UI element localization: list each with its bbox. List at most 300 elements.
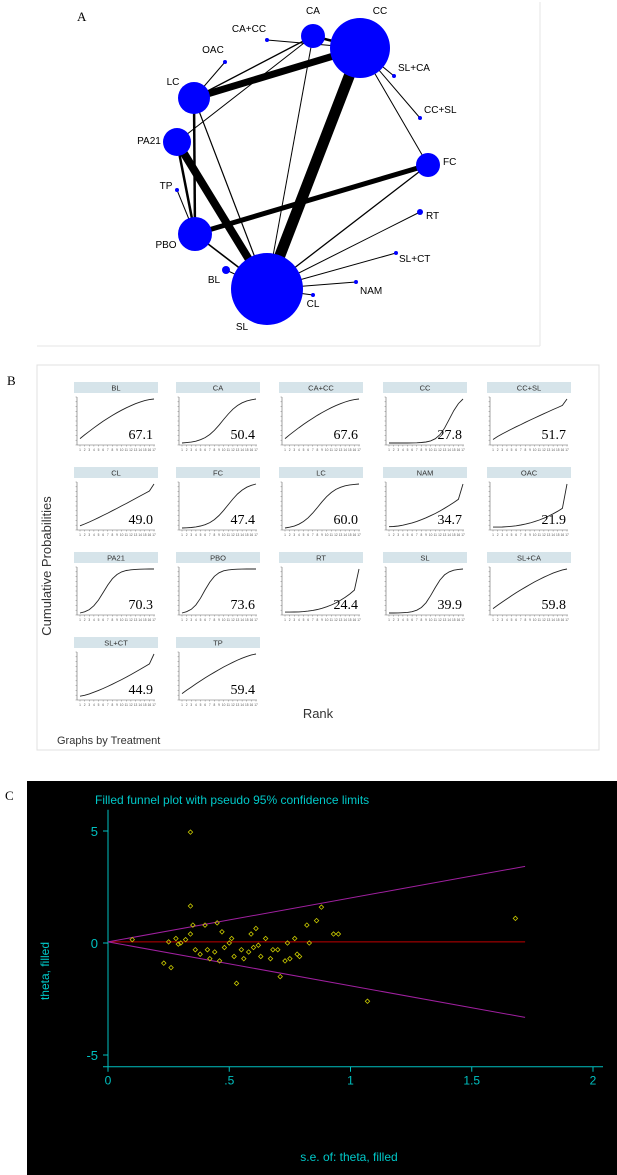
node-label-pa21: PA21 <box>137 136 161 147</box>
xtick-ca-11: 11 <box>226 448 230 452</box>
xtick-rt-4: 4 <box>297 618 300 622</box>
xtick-pbo-9: 9 <box>218 618 220 622</box>
xtick-tp-5: 5 <box>199 703 202 707</box>
node-label-sl: SL <box>235 322 249 333</box>
xtick-tp-13: 13 <box>235 703 240 707</box>
xtick-sl-plus-ct-10: 10 <box>119 703 124 707</box>
xtick-cc-2: 2 <box>392 448 395 452</box>
xtick-sl-14: 14 <box>447 618 451 622</box>
xtick-lc-9: 9 <box>321 533 323 537</box>
xtick-ca-plus-cc-3: 3 <box>293 448 296 452</box>
xtick-ca-9: 9 <box>218 448 220 452</box>
xtick-rt-14: 14 <box>343 618 347 622</box>
xtick-bl-3: 3 <box>88 448 91 452</box>
xtick-cc-15: 15 <box>451 448 456 452</box>
xtick-cc-8: 8 <box>420 448 423 452</box>
sucra-value-sl: 39.9 <box>437 598 462 613</box>
sucra-value-pa21: 70.3 <box>128 598 153 613</box>
xtick-ca-plus-cc-9: 9 <box>321 448 323 452</box>
funnel-ytick-2: 5 <box>90 824 98 839</box>
xtick-cc-plus-sl-9: 9 <box>529 448 531 452</box>
sucra-value-sl-plus-ct: 44.9 <box>128 683 153 698</box>
xtick-tp-16: 16 <box>249 703 254 707</box>
xtick-cc-plus-sl-3: 3 <box>501 448 504 452</box>
xtick-cl-13: 13 <box>133 533 138 537</box>
xtick-lc-15: 15 <box>347 533 352 537</box>
xtick-fc-5: 5 <box>199 533 202 537</box>
xtick-cc-6: 6 <box>411 448 414 452</box>
xtick-cl-4: 4 <box>92 533 95 537</box>
xtick-nam-3: 3 <box>397 533 400 537</box>
xtick-bl-6: 6 <box>102 448 105 452</box>
xtick-ca-16: 16 <box>249 448 254 452</box>
funnel-ytick-1: 0 <box>90 936 98 951</box>
panel-title-cc: CC <box>419 383 431 393</box>
xtick-oac-5: 5 <box>510 533 513 537</box>
xtick-pa21-3: 3 <box>88 618 91 622</box>
xtick-bl-15: 15 <box>142 448 147 452</box>
panel-title-bl: BL <box>111 383 121 393</box>
xtick-sl-plus-ca-12: 12 <box>542 618 546 622</box>
xtick-ca-10: 10 <box>221 448 226 452</box>
xtick-bl-14: 14 <box>138 448 142 452</box>
xtick-sl-13: 13 <box>442 618 447 622</box>
xtick-pbo-10: 10 <box>221 618 226 622</box>
panel-title-lc: LC <box>316 468 326 478</box>
xtick-tp-7: 7 <box>208 703 211 707</box>
xtick-bl-1: 1 <box>79 448 81 452</box>
xtick-pa21-11: 11 <box>124 618 128 622</box>
xtick-pa21-9: 9 <box>116 618 118 622</box>
xtick-pbo-12: 12 <box>231 618 235 622</box>
xtick-sl-10: 10 <box>428 618 433 622</box>
xtick-cc-16: 16 <box>456 448 461 452</box>
xtick-cc-1: 1 <box>388 448 390 452</box>
xtick-ca-plus-cc-2: 2 <box>288 448 291 452</box>
xtick-nam-17: 17 <box>461 533 465 537</box>
xtick-ca-plus-cc-15: 15 <box>347 448 352 452</box>
xtick-sl-plus-ca-2: 2 <box>496 618 499 622</box>
xtick-cl-1: 1 <box>79 533 81 537</box>
xtick-cc-plus-sl-12: 12 <box>542 448 546 452</box>
xtick-rt-1: 1 <box>284 618 286 622</box>
xtick-cc-plus-sl-1: 1 <box>492 448 494 452</box>
xtick-bl-16: 16 <box>147 448 152 452</box>
xtick-oac-1: 1 <box>492 533 494 537</box>
xtick-cc-plus-sl-2: 2 <box>496 448 499 452</box>
xtick-cl-7: 7 <box>106 533 109 537</box>
panel-title-cc-plus-sl: CC+SL <box>516 383 542 393</box>
xtick-tp-8: 8 <box>213 703 216 707</box>
xtick-sl-5: 5 <box>406 618 409 622</box>
xtick-lc-2: 2 <box>288 533 291 537</box>
node-label-rt: RT <box>426 211 440 222</box>
xtick-sl-plus-ct-11: 11 <box>124 703 128 707</box>
xtick-pa21-1: 1 <box>79 618 81 622</box>
xtick-sl-plus-ct-13: 13 <box>133 703 138 707</box>
xtick-rt-7: 7 <box>311 618 314 622</box>
xtick-bl-9: 9 <box>116 448 118 452</box>
xtick-pbo-8: 8 <box>213 618 216 622</box>
cum-xlabel: Rank <box>302 706 334 721</box>
xtick-nam-8: 8 <box>420 533 423 537</box>
xtick-sl-9: 9 <box>425 618 427 622</box>
xtick-sl-1: 1 <box>388 618 390 622</box>
xtick-cc-plus-sl-8: 8 <box>524 448 527 452</box>
xtick-rt-3: 3 <box>293 618 296 622</box>
xtick-ca-6: 6 <box>204 448 207 452</box>
node-label-cc-plus-sl: CC+SL <box>424 105 457 116</box>
xtick-rt-15: 15 <box>347 618 352 622</box>
xtick-cl-3: 3 <box>88 533 91 537</box>
xtick-bl-17: 17 <box>152 448 156 452</box>
xtick-sl-6: 6 <box>411 618 414 622</box>
xtick-sl-plus-ca-11: 11 <box>537 618 541 622</box>
xtick-sl-11: 11 <box>433 618 437 622</box>
xtick-ca-plus-cc-13: 13 <box>338 448 343 452</box>
funnel-xtick-0: 0 <box>104 1073 112 1088</box>
xtick-sl-plus-ca-16: 16 <box>560 618 565 622</box>
xtick-oac-9: 9 <box>529 533 531 537</box>
xtick-ca-7: 7 <box>208 448 211 452</box>
xtick-nam-14: 14 <box>447 533 451 537</box>
xtick-sl-plus-ct-2: 2 <box>83 703 86 707</box>
xtick-fc-12: 12 <box>231 533 235 537</box>
xtick-fc-14: 14 <box>240 533 244 537</box>
sucra-value-cl: 49.0 <box>128 513 153 528</box>
node-label-ca: CA <box>306 6 320 17</box>
xtick-sl-plus-ca-4: 4 <box>505 618 508 622</box>
node-label-sl-plus-ct: SL+CT <box>399 254 431 265</box>
xtick-sl-plus-ct-9: 9 <box>116 703 118 707</box>
xtick-ca-17: 17 <box>254 448 258 452</box>
xtick-ca-5: 5 <box>199 448 202 452</box>
xtick-pbo-3: 3 <box>190 618 193 622</box>
panel-label-c: C <box>5 788 14 803</box>
xtick-nam-10: 10 <box>428 533 433 537</box>
funnel-xtick-2: 1 <box>347 1073 354 1088</box>
xtick-oac-6: 6 <box>515 533 518 537</box>
xtick-ca-13: 13 <box>235 448 240 452</box>
xtick-nam-6: 6 <box>411 533 414 537</box>
xtick-pbo-4: 4 <box>194 618 197 622</box>
xtick-cc-plus-sl-4: 4 <box>505 448 508 452</box>
xtick-nam-11: 11 <box>433 533 437 537</box>
xtick-lc-10: 10 <box>324 533 329 537</box>
xtick-sl-plus-ct-14: 14 <box>138 703 142 707</box>
xtick-pbo-14: 14 <box>240 618 244 622</box>
xtick-cc-7: 7 <box>415 448 418 452</box>
xtick-lc-13: 13 <box>338 533 343 537</box>
sucra-value-rt: 24.4 <box>333 598 358 613</box>
panel-title-ca: CA <box>212 383 224 393</box>
xtick-pa21-8: 8 <box>111 618 114 622</box>
xtick-oac-15: 15 <box>555 533 560 537</box>
xtick-sl-4: 4 <box>401 618 404 622</box>
panel-title-cl: CL <box>111 468 121 478</box>
xtick-sl-12: 12 <box>438 618 442 622</box>
xtick-tp-12: 12 <box>231 703 235 707</box>
xtick-pa21-4: 4 <box>92 618 95 622</box>
xtick-cl-14: 14 <box>138 533 142 537</box>
xtick-sl-plus-ca-10: 10 <box>532 618 537 622</box>
xtick-lc-11: 11 <box>329 533 333 537</box>
funnel-xtick-4: 2 <box>589 1073 597 1088</box>
xtick-cl-16: 16 <box>147 533 152 537</box>
xtick-ca-plus-cc-8: 8 <box>316 448 319 452</box>
xtick-ca-1: 1 <box>181 448 183 452</box>
xtick-ca-2: 2 <box>185 448 188 452</box>
node-label-bl: BL <box>207 275 221 286</box>
xtick-oac-7: 7 <box>519 533 522 537</box>
xtick-sl-plus-ca-5: 5 <box>510 618 513 622</box>
xtick-fc-8: 8 <box>213 533 216 537</box>
xtick-sl-7: 7 <box>415 618 418 622</box>
panel-title-pbo: PBO <box>210 553 226 563</box>
node-label-oac: OAC <box>202 45 224 56</box>
xtick-fc-16: 16 <box>249 533 254 537</box>
node-label-pbo: PBO <box>155 240 177 251</box>
xtick-fc-11: 11 <box>226 533 230 537</box>
panel-title-sl: SL <box>420 553 430 563</box>
xtick-ca-plus-cc-14: 14 <box>343 448 347 452</box>
xtick-cc-3: 3 <box>397 448 400 452</box>
xtick-rt-2: 2 <box>288 618 291 622</box>
xtick-sl-plus-ct-5: 5 <box>97 703 100 707</box>
xtick-ca-plus-cc-17: 17 <box>357 448 361 452</box>
xtick-tp-17: 17 <box>254 703 258 707</box>
xtick-lc-5: 5 <box>302 533 305 537</box>
xtick-ca-4: 4 <box>194 448 197 452</box>
xtick-ca-8: 8 <box>213 448 216 452</box>
xtick-sl-plus-ct-7: 7 <box>106 703 109 707</box>
xtick-cl-10: 10 <box>119 533 124 537</box>
xtick-pbo-2: 2 <box>185 618 188 622</box>
xtick-fc-9: 9 <box>218 533 220 537</box>
xtick-lc-17: 17 <box>357 533 361 537</box>
xtick-lc-12: 12 <box>334 533 338 537</box>
panel-label-a: A <box>77 9 87 24</box>
xtick-sl-plus-ct-15: 15 <box>142 703 147 707</box>
xtick-cc-plus-sl-7: 7 <box>519 448 522 452</box>
xtick-oac-14: 14 <box>551 533 555 537</box>
xtick-sl-plus-ct-12: 12 <box>129 703 133 707</box>
xtick-tp-3: 3 <box>190 703 193 707</box>
xtick-pbo-5: 5 <box>199 618 202 622</box>
sucra-value-sl-plus-ca: 59.8 <box>541 598 566 613</box>
xtick-pa21-14: 14 <box>138 618 142 622</box>
xtick-tp-15: 15 <box>244 703 249 707</box>
xtick-sl-plus-ca-1: 1 <box>492 618 494 622</box>
xtick-tp-4: 4 <box>194 703 197 707</box>
xtick-sl-plus-ct-6: 6 <box>102 703 105 707</box>
xtick-sl-plus-ca-14: 14 <box>551 618 555 622</box>
xtick-cl-5: 5 <box>97 533 100 537</box>
sucra-value-pbo: 73.6 <box>230 598 255 613</box>
panel-title-oac: OAC <box>520 468 538 478</box>
xtick-tp-1: 1 <box>181 703 183 707</box>
xtick-pa21-5: 5 <box>97 618 100 622</box>
panel-title-fc: FC <box>213 468 223 478</box>
xtick-cl-12: 12 <box>129 533 133 537</box>
xtick-lc-16: 16 <box>352 533 357 537</box>
xtick-cc-9: 9 <box>425 448 427 452</box>
xtick-fc-7: 7 <box>208 533 211 537</box>
xtick-ca-plus-cc-10: 10 <box>324 448 329 452</box>
xtick-tp-14: 14 <box>240 703 244 707</box>
xtick-tp-2: 2 <box>185 703 188 707</box>
xtick-cc-13: 13 <box>442 448 447 452</box>
xtick-oac-4: 4 <box>505 533 508 537</box>
xtick-cl-8: 8 <box>111 533 114 537</box>
panel-title-ca-plus-cc: CA+CC <box>308 383 334 393</box>
cum-ylabel: Cumulative Probabilities <box>39 496 54 636</box>
xtick-cc-plus-sl-6: 6 <box>515 448 518 452</box>
xtick-cc-plus-sl-11: 11 <box>537 448 541 452</box>
xtick-sl-plus-ct-8: 8 <box>111 703 114 707</box>
xtick-nam-9: 9 <box>425 533 427 537</box>
xtick-bl-8: 8 <box>111 448 114 452</box>
xtick-cc-11: 11 <box>433 448 437 452</box>
xtick-nam-15: 15 <box>451 533 456 537</box>
xtick-pbo-1: 1 <box>181 618 183 622</box>
xtick-bl-10: 10 <box>119 448 124 452</box>
xtick-lc-3: 3 <box>293 533 296 537</box>
xtick-sl-17: 17 <box>461 618 465 622</box>
xtick-cc-plus-sl-14: 14 <box>551 448 555 452</box>
sucra-value-oac: 21.9 <box>541 513 566 528</box>
xtick-bl-7: 7 <box>106 448 109 452</box>
node-label-tp: TP <box>159 181 173 192</box>
xtick-cl-9: 9 <box>116 533 118 537</box>
xtick-sl-plus-ca-13: 13 <box>546 618 551 622</box>
xtick-bl-5: 5 <box>97 448 100 452</box>
xtick-oac-11: 11 <box>537 533 541 537</box>
xtick-nam-7: 7 <box>415 533 418 537</box>
xtick-cc-4: 4 <box>401 448 404 452</box>
xtick-oac-10: 10 <box>532 533 537 537</box>
xtick-cc-plus-sl-16: 16 <box>560 448 565 452</box>
xtick-rt-17: 17 <box>357 618 361 622</box>
xtick-nam-13: 13 <box>442 533 447 537</box>
xtick-bl-11: 11 <box>124 448 128 452</box>
xtick-pa21-10: 10 <box>119 618 124 622</box>
xtick-nam-12: 12 <box>438 533 442 537</box>
xtick-cc-17: 17 <box>461 448 465 452</box>
xtick-pa21-6: 6 <box>102 618 105 622</box>
xtick-pbo-15: 15 <box>244 618 249 622</box>
sucra-value-bl: 67.1 <box>128 428 153 443</box>
xtick-cc-plus-sl-15: 15 <box>555 448 560 452</box>
xtick-pa21-13: 13 <box>133 618 138 622</box>
xtick-rt-6: 6 <box>307 618 310 622</box>
xtick-fc-1: 1 <box>181 533 183 537</box>
sucra-value-cc: 27.8 <box>437 428 462 443</box>
sucra-value-tp: 59.4 <box>230 683 255 698</box>
xtick-sl-plus-ca-3: 3 <box>501 618 504 622</box>
xtick-oac-17: 17 <box>565 533 569 537</box>
xtick-oac-13: 13 <box>546 533 551 537</box>
xtick-cc-plus-sl-5: 5 <box>510 448 513 452</box>
xtick-pa21-2: 2 <box>83 618 86 622</box>
xtick-ca-3: 3 <box>190 448 193 452</box>
xtick-sl-plus-ca-9: 9 <box>529 618 531 622</box>
xtick-pbo-13: 13 <box>235 618 240 622</box>
node-label-fc: FC <box>443 157 457 168</box>
xtick-oac-8: 8 <box>524 533 527 537</box>
xtick-nam-1: 1 <box>388 533 390 537</box>
xtick-fc-13: 13 <box>235 533 240 537</box>
xtick-cl-15: 15 <box>142 533 147 537</box>
xtick-lc-6: 6 <box>307 533 310 537</box>
xtick-ca-plus-cc-5: 5 <box>302 448 305 452</box>
xtick-ca-plus-cc-6: 6 <box>307 448 310 452</box>
xtick-ca-15: 15 <box>244 448 249 452</box>
xtick-rt-10: 10 <box>324 618 329 622</box>
xtick-nam-2: 2 <box>392 533 395 537</box>
xtick-pa21-16: 16 <box>147 618 152 622</box>
xtick-pa21-17: 17 <box>152 618 156 622</box>
funnel-xlabel: s.e. of: theta, filled <box>300 1150 398 1164</box>
xtick-pa21-15: 15 <box>142 618 147 622</box>
sucra-value-fc: 47.4 <box>230 513 255 528</box>
xtick-ca-plus-cc-1: 1 <box>284 448 286 452</box>
xtick-cl-6: 6 <box>102 533 105 537</box>
xtick-bl-2: 2 <box>83 448 86 452</box>
funnel-xtick-1: .5 <box>224 1073 235 1088</box>
xtick-sl-plus-ct-1: 1 <box>79 703 81 707</box>
xtick-fc-6: 6 <box>204 533 207 537</box>
node-label-ca-plus-cc: CA+CC <box>231 24 267 35</box>
xtick-rt-11: 11 <box>329 618 333 622</box>
xtick-oac-12: 12 <box>542 533 546 537</box>
panel-title-rt: RT <box>316 553 326 563</box>
xtick-oac-3: 3 <box>501 533 504 537</box>
xtick-sl-2: 2 <box>392 618 395 622</box>
xtick-rt-13: 13 <box>338 618 343 622</box>
xtick-bl-13: 13 <box>133 448 138 452</box>
xtick-oac-16: 16 <box>560 533 565 537</box>
xtick-fc-3: 3 <box>190 533 193 537</box>
xtick-pa21-7: 7 <box>106 618 109 622</box>
xtick-ca-plus-cc-16: 16 <box>352 448 357 452</box>
sucra-value-lc: 60.0 <box>333 513 358 528</box>
funnel-title: Filled funnel plot with pseudo 95% confidence limits <box>95 793 370 807</box>
xtick-tp-10: 10 <box>221 703 226 707</box>
xtick-fc-10: 10 <box>221 533 226 537</box>
xtick-nam-16: 16 <box>456 533 461 537</box>
xtick-cc-14: 14 <box>447 448 451 452</box>
xtick-cc-plus-sl-10: 10 <box>532 448 537 452</box>
xtick-sl-plus-ca-17: 17 <box>565 618 569 622</box>
xtick-cc-plus-sl-13: 13 <box>546 448 551 452</box>
panel-title-nam: NAM <box>416 468 434 478</box>
xtick-sl-plus-ca-15: 15 <box>555 618 560 622</box>
xtick-cl-17: 17 <box>152 533 156 537</box>
xtick-fc-4: 4 <box>194 533 197 537</box>
xtick-sl-plus-ca-6: 6 <box>515 618 518 622</box>
xtick-sl-plus-ct-3: 3 <box>88 703 91 707</box>
xtick-sl-3: 3 <box>397 618 400 622</box>
xtick-pbo-17: 17 <box>254 618 258 622</box>
xtick-cl-2: 2 <box>83 533 86 537</box>
xtick-tp-9: 9 <box>218 703 220 707</box>
xtick-bl-12: 12 <box>129 448 133 452</box>
node-label-cl: CL <box>306 299 320 310</box>
xtick-pa21-12: 12 <box>129 618 133 622</box>
xtick-fc-2: 2 <box>185 533 188 537</box>
xtick-ca-plus-cc-12: 12 <box>334 448 338 452</box>
